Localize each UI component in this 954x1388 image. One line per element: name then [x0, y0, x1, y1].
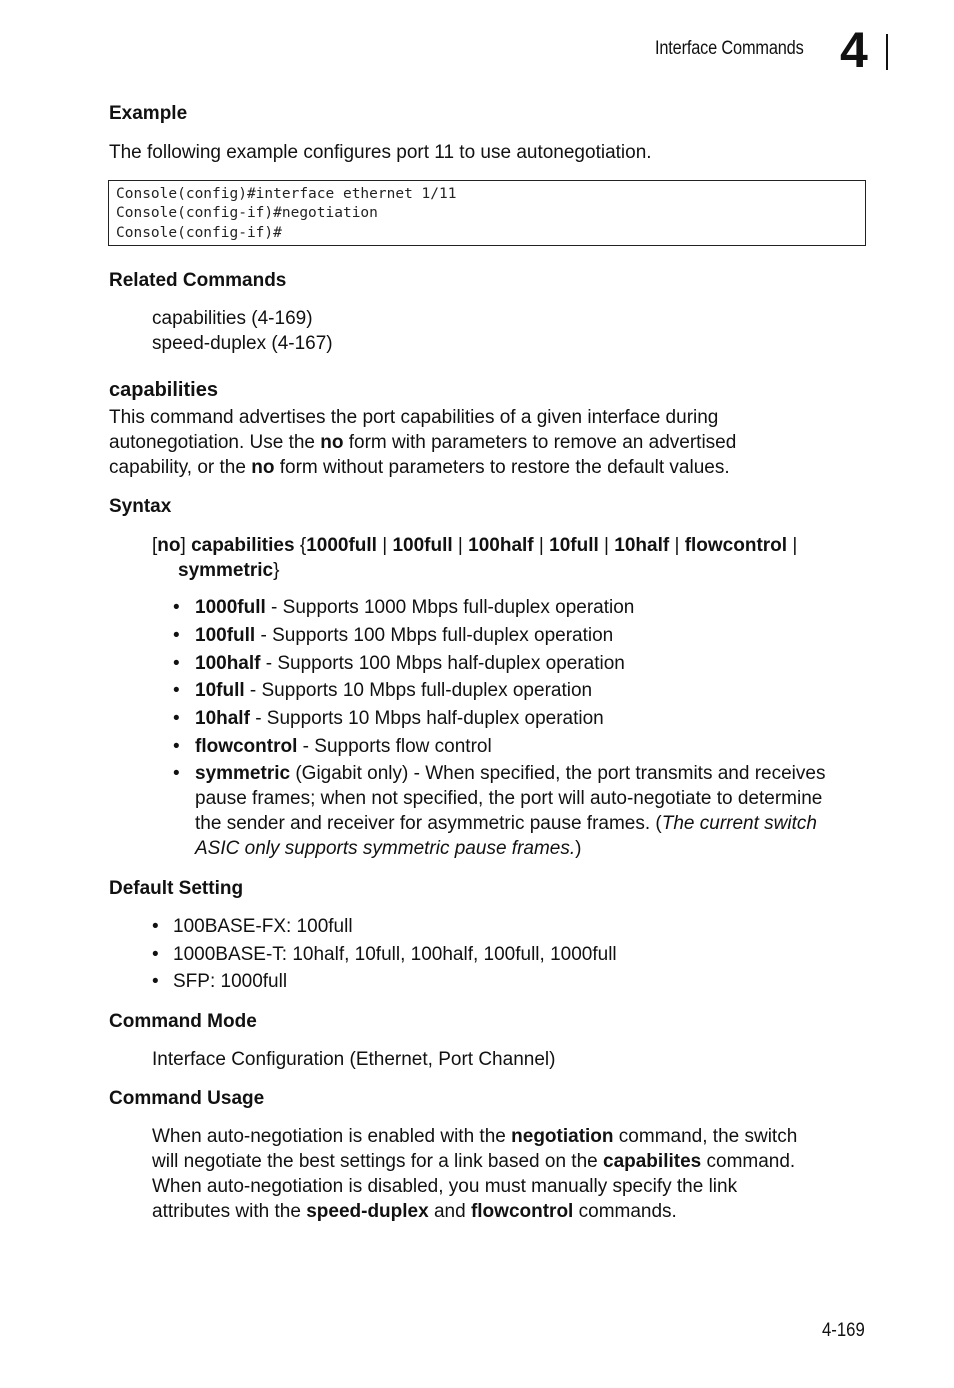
chapter-number: 4	[840, 22, 868, 78]
bullet: •	[173, 763, 180, 784]
bullet: •	[152, 916, 159, 937]
chapter-rule	[886, 34, 888, 70]
bullet: •	[173, 736, 180, 757]
command-usage-heading: Command Usage	[109, 1088, 265, 1109]
usage-line: will negotiate the best settings for a link based on the capabilites command.	[152, 1151, 796, 1172]
default-setting-heading: Default Setting	[109, 878, 244, 899]
syntax-line: symmetric}	[178, 560, 280, 581]
bullet: •	[152, 944, 159, 965]
related-heading: Related Commands	[109, 270, 287, 291]
code-line: Console(config-if)#	[116, 224, 282, 241]
syntax-heading: Syntax	[109, 496, 172, 517]
command-desc-line: This command advertises the port capabilities of a given interface during	[109, 407, 719, 428]
related-item: capabilities (4-169)	[152, 308, 313, 329]
example-intro: The following example configures port 11 to use autonegotiation.	[109, 142, 652, 163]
no-keyword: no	[320, 432, 344, 453]
code-block	[108, 180, 866, 246]
bullet: •	[152, 971, 159, 992]
bullet: •	[173, 597, 180, 618]
command-desc-line: capability, or the no form without parameters to restore the default values.	[109, 457, 730, 478]
code-line: Console(config)#interface ethernet 1/11	[116, 186, 457, 202]
command-mode-heading: Command Mode	[109, 1011, 257, 1032]
syntax-line: [no] capabilities {1000full | 100full | 100half | 10full | 10half | flowcontrol |	[152, 535, 798, 556]
command-desc-line: autonegotiation. Use the no form with parameters to remove an advertised	[109, 432, 737, 453]
bullet: •	[173, 653, 180, 674]
param-item-symmetric: • symmetric (Gigabit only) - When specified, the port transmits and receives pause frames; when not specified, the port will auto-negotiate to determine the sender and receiver for asymmetric pause frames. (The current switch ASIC only supports symmetric pause frames.)	[173, 763, 826, 859]
usage-line: When auto-negotiation is enabled with the negotiation command, the switch	[152, 1126, 798, 1147]
example-heading: Example	[109, 103, 188, 124]
usage-line: When auto-negotiation is disabled, you must manually specify the link	[152, 1176, 738, 1197]
running-title: Interface Commands	[655, 38, 804, 59]
usage-line: attributes with the speed-duplex and flowcontrol commands.	[152, 1201, 677, 1222]
command-title: capabilities	[109, 379, 218, 401]
bullet: •	[173, 625, 180, 646]
command-mode-text: Interface Configuration (Ethernet, Port Channel)	[152, 1049, 556, 1070]
related-item: speed-duplex (4-167)	[152, 333, 333, 354]
page-number: 4-169	[822, 1320, 865, 1341]
bullet: •	[173, 680, 180, 701]
code-line: Console(config-if)#negotiation	[116, 205, 378, 222]
bullet: •	[173, 708, 180, 729]
no-keyword: no	[251, 457, 275, 478]
